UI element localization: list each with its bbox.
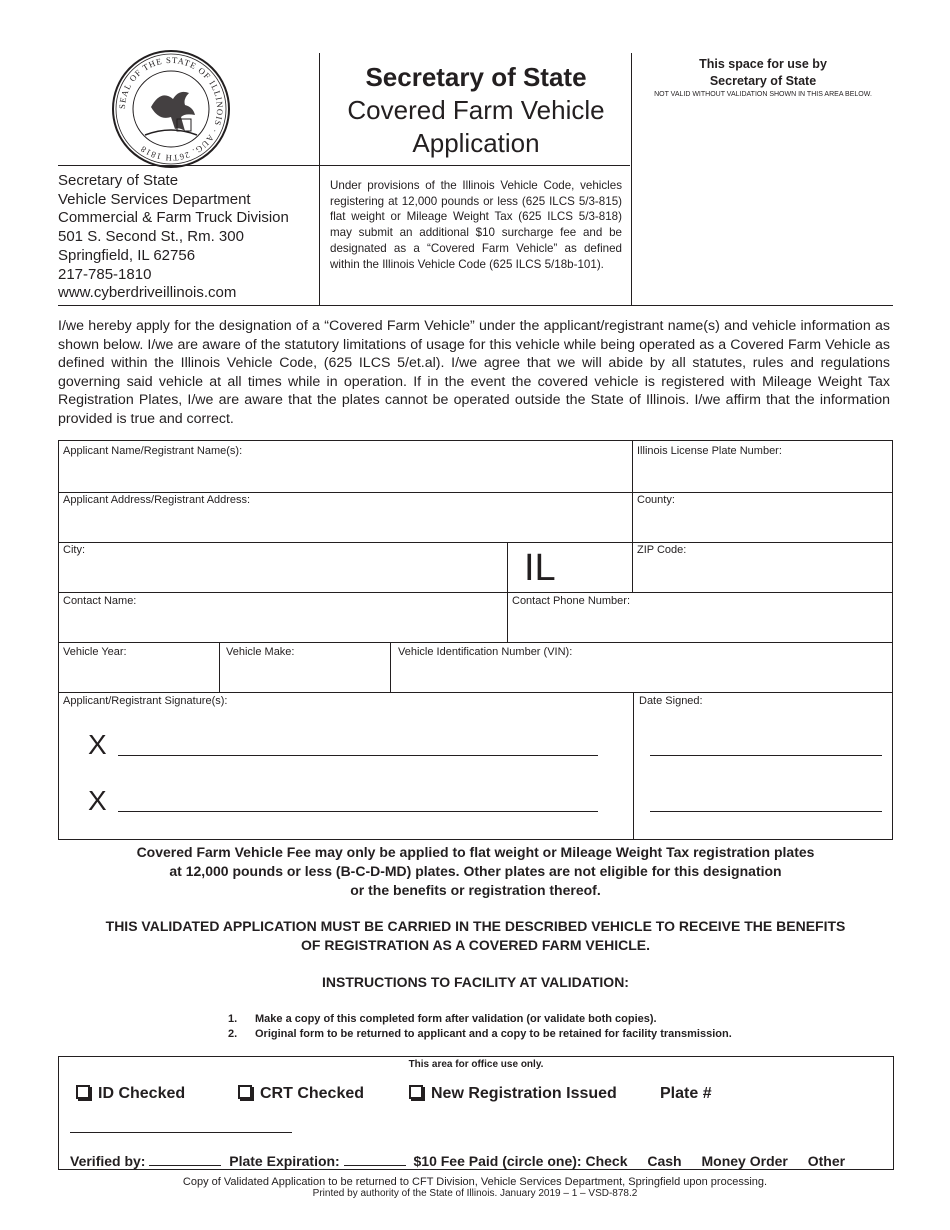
state-value: IL (524, 547, 556, 589)
new-registration-checkbox[interactable] (409, 1082, 617, 1106)
footer-return-note: Copy of Validated Application to be returned to CFT Division, Vehicle Services Department, Springfield upon processing. (182, 1176, 768, 1188)
carry-notice-line: THIS VALIDATED APPLICATION MUST BE CARRIED IN THE DESCRIBED VEHICLE TO RECEIVE THE BENEFITS (105, 918, 846, 934)
id-checked-checkbox[interactable] (76, 1082, 185, 1106)
fee-notice-line: at 12,000 pounds or less (B-C-D-MD) plates. Other plates are not eligible for this designation (169, 863, 782, 879)
plate-expiration-label: Plate Expiration: (229, 1153, 340, 1169)
crt-checked-label: CRT Checked (260, 1085, 365, 1102)
office-verification-row (70, 1152, 890, 1170)
form-col-divider (507, 542, 508, 642)
plate-number-label (660, 1082, 712, 1106)
provisions-text: Under provisions of the Illinois Vehicle Code, vehicles registering at 12,000 pounds or less (625 ILCS 5/3-815) flat weight or Mileage Weight Tax (625 ILCS 5/3-818) may submit an additional $10 surcharge fee and be designated as a “Covered Farm Vehicle” as defined within the Illinois Vehicle Code (625 ILCS 5/18b-101). (330, 179, 622, 271)
vehicle-year-field[interactable]: Vehicle Year: (63, 646, 127, 658)
signature-label: Applicant/Registrant Signature(s): (63, 695, 228, 707)
sos-space-note: NOT VALID WITHOUT VALIDATION SHOWN IN THIS AREA BELOW. (654, 91, 872, 98)
form-title (320, 60, 632, 160)
plate-label-text: Plate # (660, 1085, 712, 1102)
instruction-number: 1. (228, 1013, 238, 1025)
instruction-text: Make a copy of this completed form after validation (or validate both copies). (255, 1013, 657, 1025)
fee-notice-line: or the benefits or registration thereof. (350, 882, 601, 898)
plate-number-field[interactable]: Illinois License Plate Number: (637, 445, 782, 457)
county-field[interactable]: County: (637, 494, 675, 506)
zip-code-field[interactable]: ZIP Code: (637, 544, 687, 556)
office-use-note: This area for office use only. (408, 1059, 544, 1070)
signature-mark: X (88, 729, 107, 760)
title-form-name: Covered Farm Vehicle (347, 95, 605, 125)
form-row-divider (58, 692, 893, 693)
verified-by-blank[interactable] (149, 1153, 221, 1166)
address-line: 217-785-1810 (58, 265, 152, 283)
seal-text: SEAL OF THE STATE OF ILLINOIS · AUG. 26TH 1818 (116, 54, 226, 164)
applicant-address-field[interactable]: Applicant Address/Registrant Address: (63, 494, 251, 506)
signature-line-1[interactable] (118, 755, 598, 756)
form-row-divider (58, 542, 893, 543)
header-bottom-rule (58, 305, 893, 306)
contact-phone-field[interactable]: Contact Phone Number: (512, 595, 631, 607)
sos-validation-area (640, 56, 886, 100)
fee-paid-label: $10 Fee Paid (circle one): Check (413, 1153, 628, 1169)
checkbox-icon (76, 1085, 90, 1099)
applicant-name-field[interactable]: Applicant Name/Registrant Name(s): (63, 445, 243, 457)
instruction-text: Original form to be returned to applicant and a copy to be retained for facility transmission. (255, 1028, 732, 1040)
vin-field[interactable]: Vehicle Identification Number (VIN): (398, 646, 573, 658)
id-checked-label: ID Checked (98, 1085, 186, 1102)
footer-print-authority: Printed by authority of the State of Illinois. January 2019 – 1 – VSD-878.2 (312, 1188, 638, 1199)
date-signed-label: Date Signed: (639, 695, 703, 707)
address-line: 501 S. Second St., Rm. 300 (58, 228, 244, 246)
form-row-divider (58, 642, 893, 643)
date-signed-line-1[interactable] (650, 755, 882, 756)
new-registration-label: New Registration Issued (431, 1085, 617, 1102)
form-col-divider (633, 692, 634, 840)
form-col-divider (219, 642, 220, 692)
sos-space-line2: Secretary of State (709, 74, 817, 88)
vehicle-make-field[interactable]: Vehicle Make: (226, 646, 295, 658)
instruction-item (228, 1011, 908, 1027)
instruction-item (228, 1026, 908, 1042)
form-col-divider (632, 440, 633, 592)
form-col-divider (390, 642, 391, 692)
instruction-number: 2. (228, 1028, 238, 1040)
address-line: Vehicle Services Department (58, 190, 251, 208)
address-line: Commercial & Farm Truck Division (58, 209, 289, 227)
instructions-heading: INSTRUCTIONS TO FACILITY AT VALIDATION: (322, 974, 629, 990)
form-row-divider (58, 492, 893, 493)
plate-expiration-blank[interactable] (344, 1153, 406, 1166)
carry-notice (58, 917, 893, 955)
agency-address (58, 172, 289, 303)
signature-mark: X (88, 785, 107, 816)
declaration-text: I/we hereby apply for the designation of a “Covered Farm Vehicle” under the applicant/registrant name(s) and vehicle information as shown below. I/we are aware of the statutory limitations of usage for this vehicle while being operated as a Covered Farm Vehicle as defined within the Illinois Vehicle Code, (625 ILCS 5/et.al). I/we agree that we will abide by all statutes, rules and regulations governing said vehicle at all times while in operation. If in the event the covered vehicle is registered with Mileage Weight Tax Registration Plates, I/we are aware that the plates cannot be operated outside the State of Illinois. I/we affirm that the information provided is true and correct. (58, 318, 890, 427)
crt-checked-checkbox[interactable] (238, 1082, 364, 1106)
state-seal-icon (111, 49, 231, 169)
checkbox-icon (238, 1085, 252, 1099)
address-line: Springfield, IL 62756 (58, 246, 196, 264)
address-website: www.cyberdriveillinois.com (58, 284, 237, 302)
contact-name-field[interactable]: Contact Name: (63, 595, 137, 607)
signature-line-2[interactable] (118, 811, 598, 812)
title-form-type: Application (412, 128, 540, 158)
sos-space-line1: This space for use by (699, 57, 827, 71)
fee-option-other[interactable]: Other (807, 1153, 846, 1169)
address-line: Secretary of State (58, 172, 179, 189)
fee-option-money-order[interactable]: Money Order (701, 1153, 788, 1169)
fee-notice (58, 843, 893, 900)
checkbox-icon (409, 1085, 423, 1099)
date-signed-line-2[interactable] (650, 811, 882, 812)
city-field[interactable]: City: (63, 544, 85, 556)
form-row-divider (58, 592, 893, 593)
office-initials-line[interactable] (70, 1132, 292, 1133)
verified-by-label: Verified by: (70, 1153, 146, 1169)
fee-notice-line: Covered Farm Vehicle Fee may only be applied to flat weight or Mileage Weight Tax registration plates (136, 844, 815, 860)
carry-notice-line: OF REGISTRATION AS A COVERED FARM VEHICLE. (301, 937, 650, 953)
title-agency: Secretary of State (365, 62, 587, 92)
fee-option-cash[interactable]: Cash (647, 1153, 682, 1169)
